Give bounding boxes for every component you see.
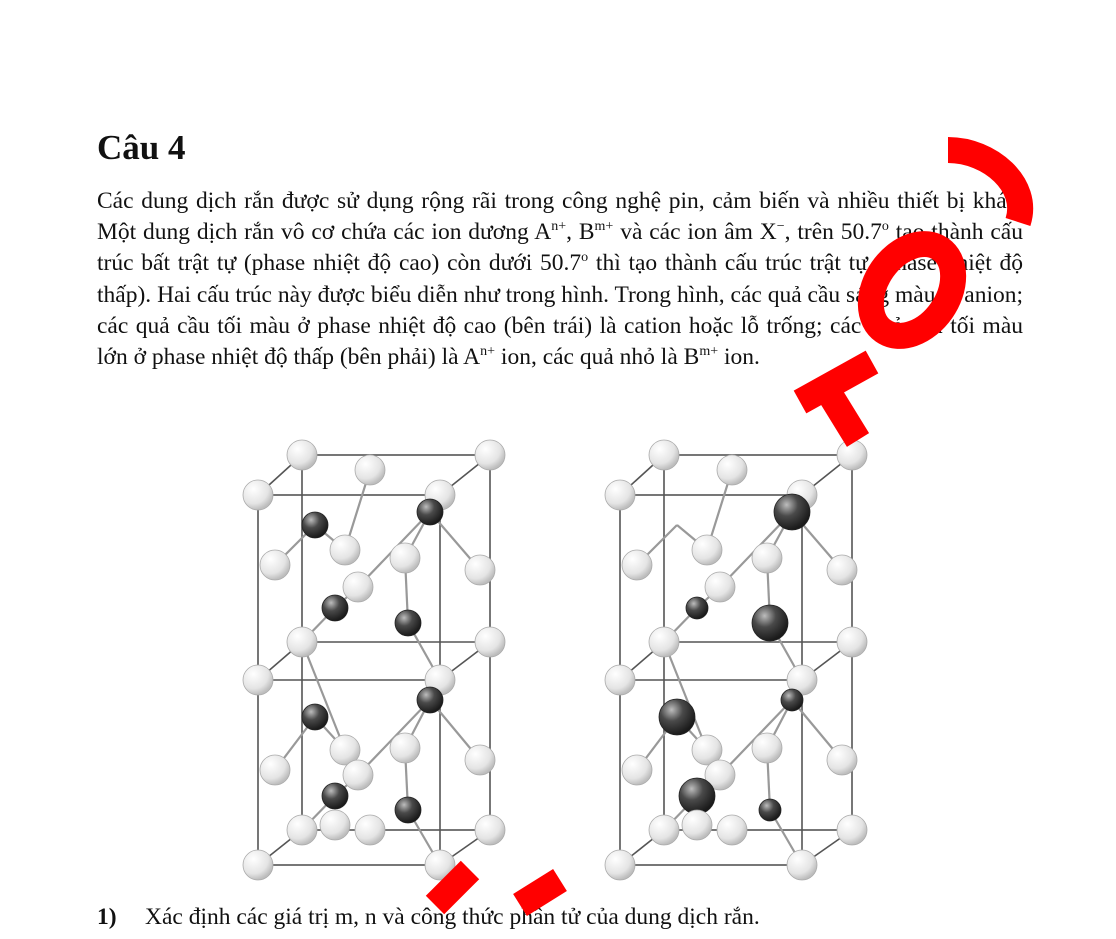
light-sphere [343,572,373,602]
light-sphere [287,815,317,845]
dark-sphere [417,499,443,525]
light-sphere [343,760,373,790]
light-sphere [355,455,385,485]
light-sphere [475,440,505,470]
light-sphere [475,815,505,845]
light-sphere [649,440,679,470]
low-temperature-phase-structure [605,440,867,880]
dark-sphere [659,699,695,735]
light-sphere [355,815,385,845]
light-sphere [425,850,455,880]
bond [302,642,345,750]
light-sphere [692,535,722,565]
light-sphere [475,627,505,657]
light-sphere [243,850,273,880]
dark-sphere [686,597,708,619]
question-number: 1) [97,904,117,930]
question-item [97,902,760,933]
light-sphere [605,850,635,880]
light-sphere [622,550,652,580]
dark-sphere [752,605,788,641]
crystal-structure-figure [0,430,1116,890]
light-sphere [752,543,782,573]
light-sphere [320,810,350,840]
dark-sphere [395,610,421,636]
dark-sphere [417,687,443,713]
high-temperature-phase-structure [243,440,505,880]
light-sphere [717,455,747,485]
light-sphere [390,543,420,573]
light-sphere [837,627,867,657]
dark-sphere [679,778,715,814]
dark-sphere [759,799,781,821]
light-sphere [649,815,679,845]
light-sphere [243,480,273,510]
light-sphere [330,535,360,565]
dark-sphere [781,689,803,711]
dark-sphere [302,512,328,538]
light-sphere [837,440,867,470]
light-sphere [827,745,857,775]
light-sphere [622,755,652,785]
question-heading: Câu 4 [97,128,186,167]
dark-sphere [395,797,421,823]
dark-sphere [774,494,810,530]
light-sphere [287,440,317,470]
dark-sphere [322,783,348,809]
light-sphere [705,572,735,602]
light-sphere [465,745,495,775]
light-sphere [605,480,635,510]
light-sphere [287,627,317,657]
light-sphere [752,733,782,763]
light-sphere [260,550,290,580]
question-text: Xác định các giá trị m, n và công thức phân tử của dung dịch rắn. [145,904,760,930]
dark-sphere [322,595,348,621]
light-sphere [787,850,817,880]
light-sphere [827,555,857,585]
watermark-stroke-h [800,362,872,440]
light-sphere [649,627,679,657]
light-sphere [243,665,273,695]
light-sphere [465,555,495,585]
light-sphere [260,755,290,785]
dark-sphere [302,704,328,730]
light-sphere [837,815,867,845]
light-sphere [717,815,747,845]
light-sphere [605,665,635,695]
light-sphere [682,810,712,840]
problem-statement: Các dung dịch rắn được sử dụng rộng rãi trong công nghệ pin, cảm biến và nhiều thiết bị khác. Một dung dịch rắn vô cơ chứa các ion dương $A^{n+}$, $B^{m+}$ và các ion âm X−, trên 50.7$^o$ tạo thành cấu trúc bất trật tự (phase nhiệt độ cao) còn dưới 50.7$^o$ thì tạo thành cấu trúc trật tự (phase nhiệt độ thấp). Hai cấu trúc này được biểu diễn như trong hình. Trong hình, các quả cầu sáng màu là anion; các quả cầu tối màu ở phase nhiệt độ cao (bên trái) là cation hoặc lỗ trống; các quả cầu tối màu lớn ở phase nhiệt độ thấp (bên phải) là $A^{n+}$ ion, các quả nhỏ là $B^{m+}$ ion. [97,188,1023,371]
light-sphere [390,733,420,763]
